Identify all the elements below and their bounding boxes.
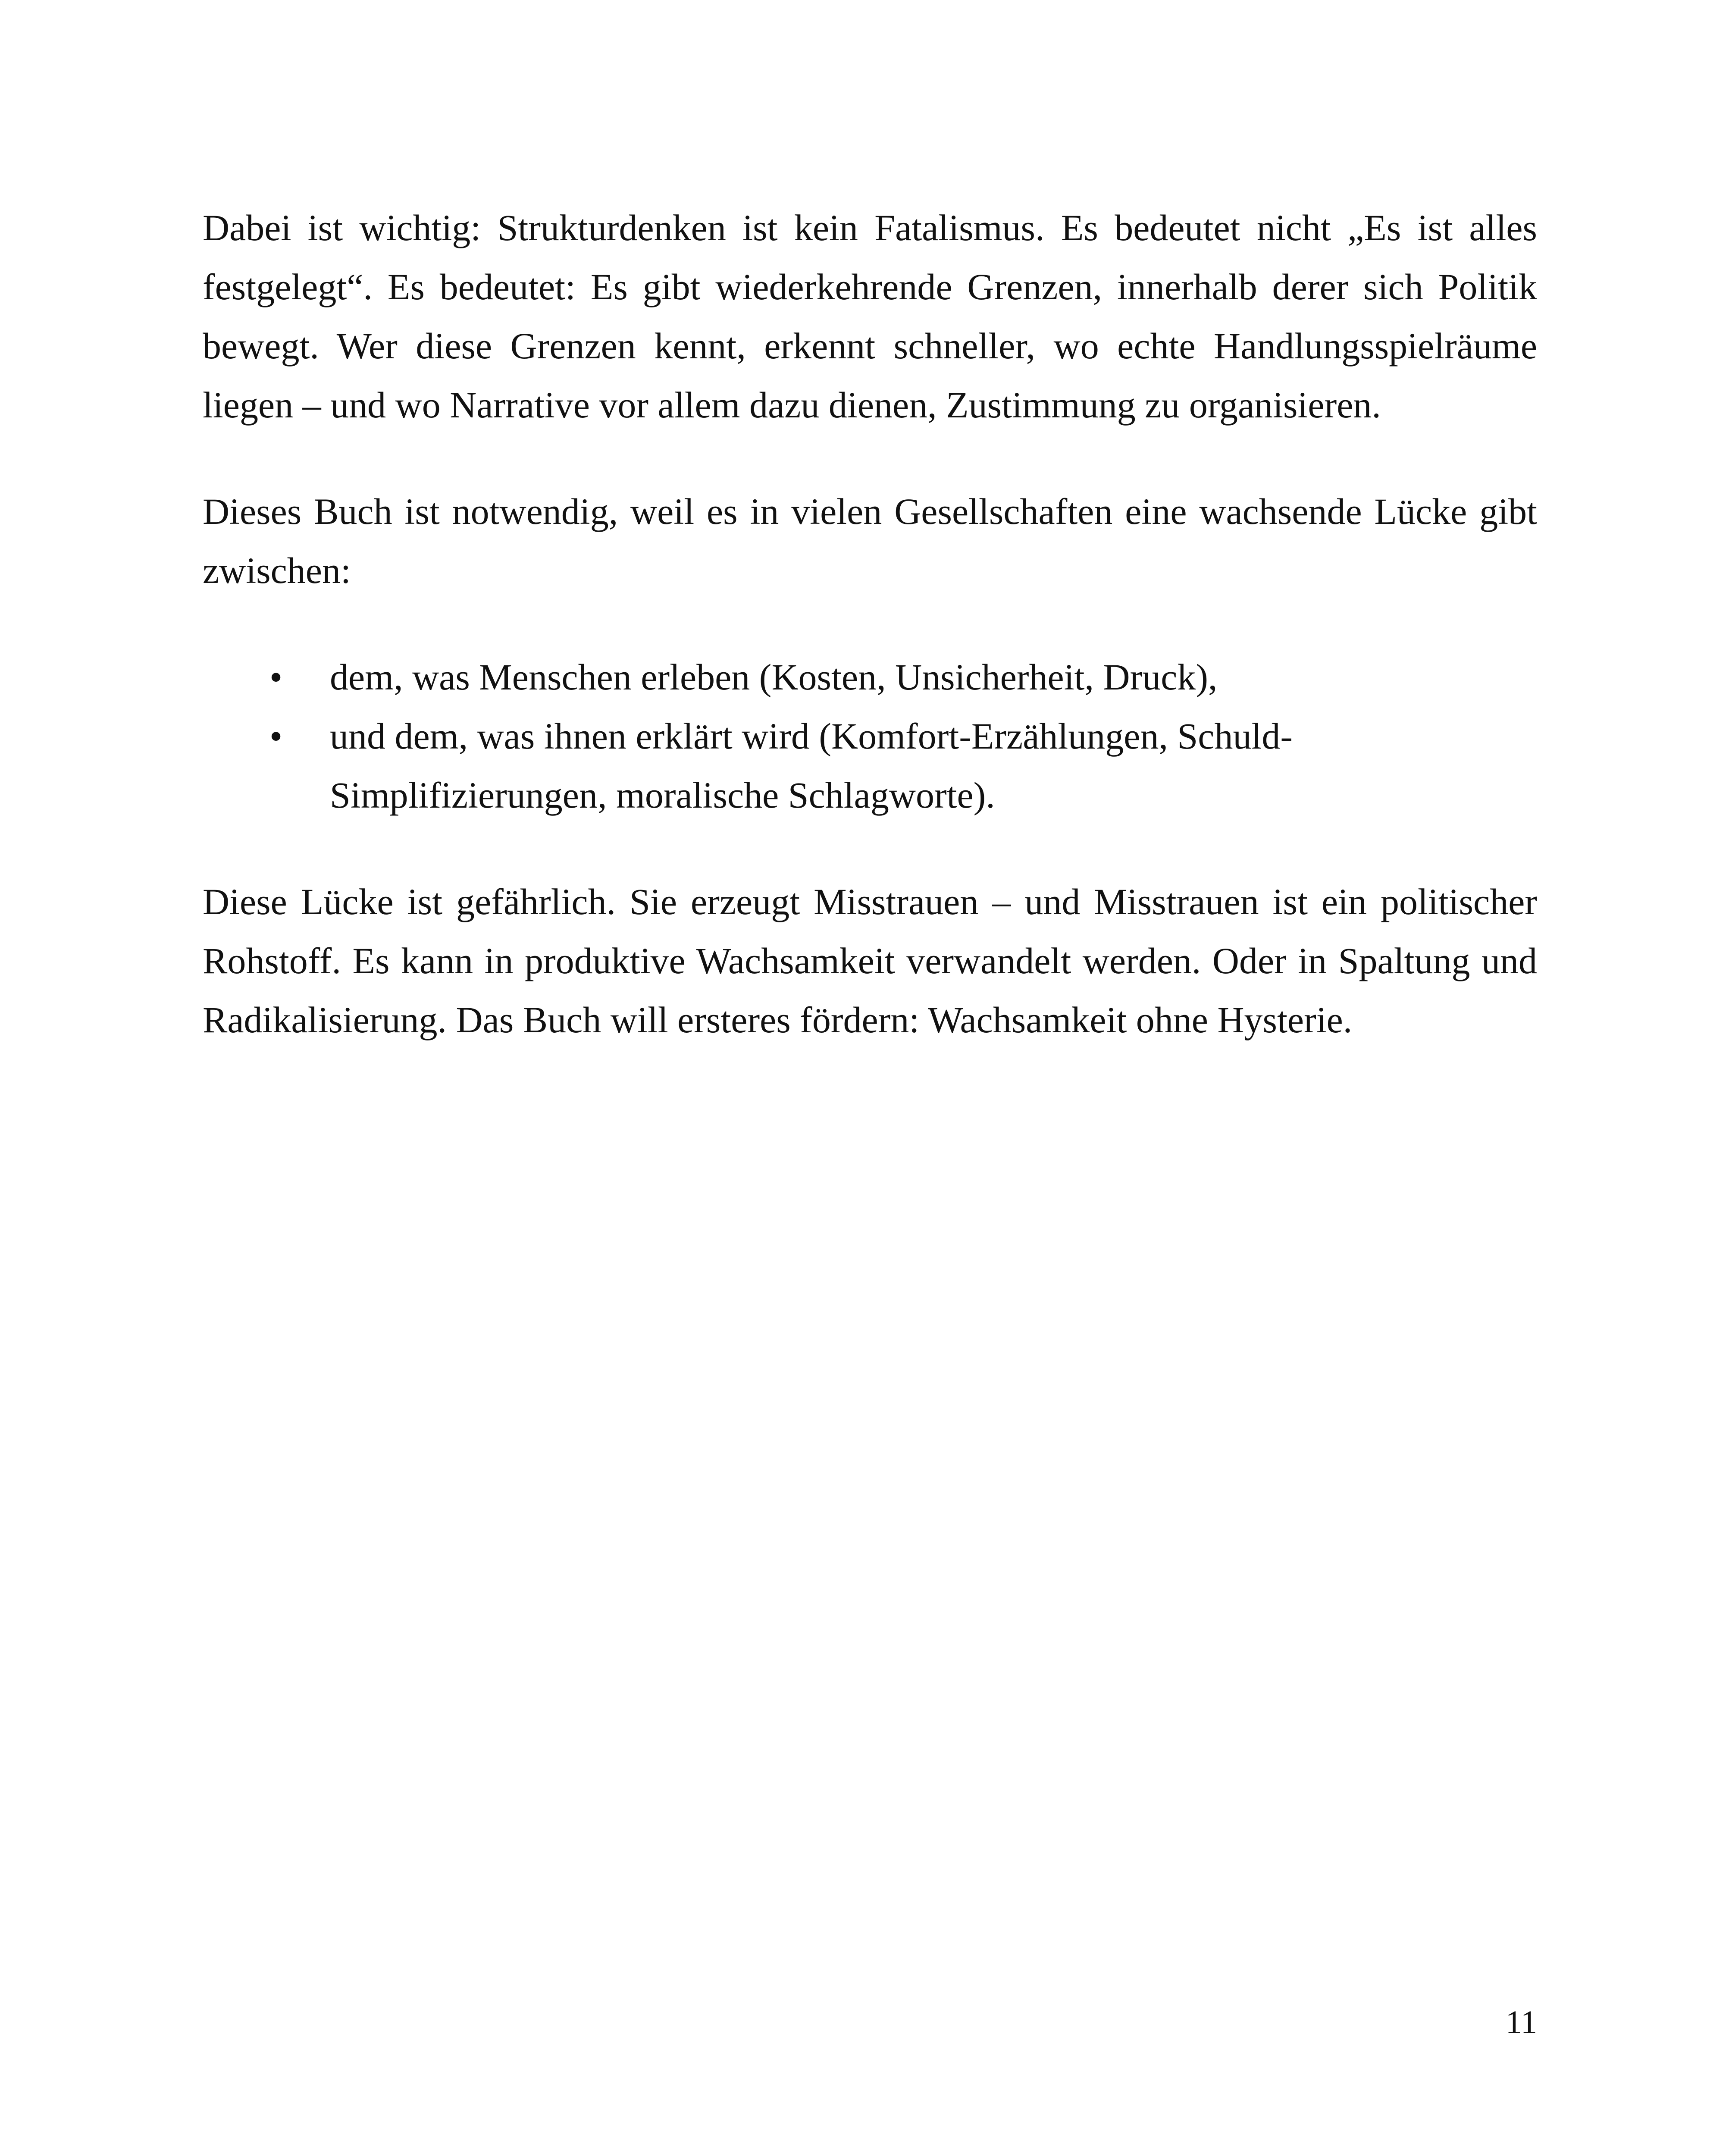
paragraph-book-necessity: Dieses Buch ist notwendig, weil es in vielen Gesellschaften eine wachsende Lücke gibt zwischen: [203,491,1537,591]
paragraph-gap-danger: Diese Lücke ist gefährlich. Sie erzeugt Misstrauen – und Misstrauen ist ein politischer Rohstoff. Es kann in produktive Wachsamkeit verwandelt werden. Oder in Spaltung und Radikalisierung. Das Buch will ersteres fördern: Wachsamkeit ohne Hysterie. [203,881,1537,1040]
page-number: 11 [1505,2004,1537,2040]
bullet-list [203,648,1537,825]
paragraph-structure-thinking: Dabei ist wichtig: Strukturdenken ist kein Fatalismus. Es bedeutet nicht „Es ist alles festgelegt“. Es bedeutet: Es gibt wiederkehrende Grenzen, innerhalb derer sich Politik bewegt. Wer diese Grenzen kennt, erkennt schneller, wo echte Handlungsspielräume liegen – und wo Narrative vor allem dazu dienen, Zustimmung zu organisieren. [203,207,1537,426]
list-item-text: dem, was Menschen erleben (Kosten, Unsicherheit, Druck), [330,656,1218,698]
list-item [203,648,1537,707]
list-item-text: und dem, was ihnen erklärt wird (Komfort-Erzählungen, Schuld-Simplifizierungen, moralische Schlagworte). [330,715,1293,816]
page-content [203,198,1537,1050]
bullet-icon: • [269,715,283,757]
list-item [203,707,1537,825]
bullet-icon: • [269,656,283,698]
